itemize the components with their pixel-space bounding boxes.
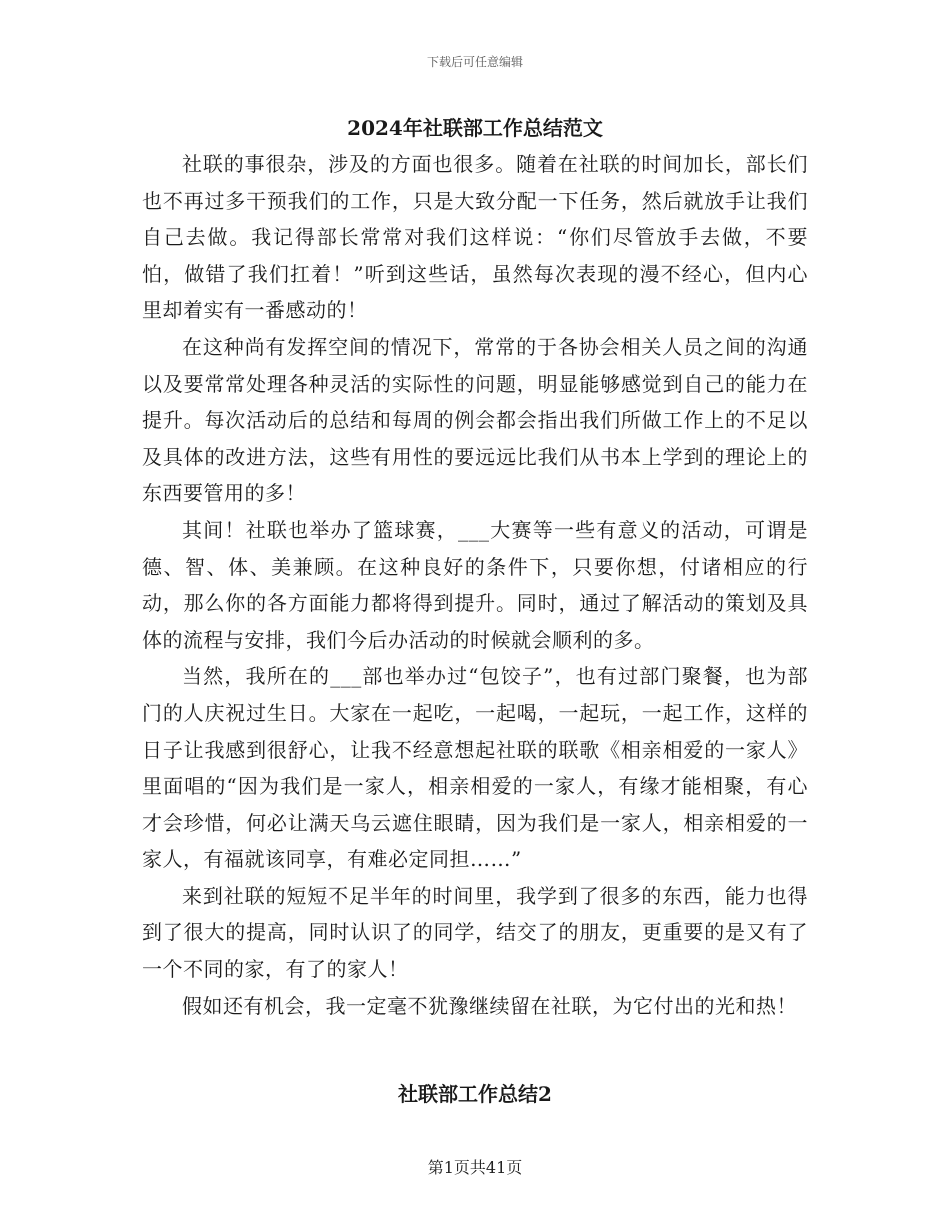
document-title: 2024年社联部工作总结范文 xyxy=(347,116,603,140)
header-note: 下载后可任意编辑 xyxy=(426,55,523,69)
section-title: 社联部工作总结2 xyxy=(398,1082,552,1106)
page-footer: 第1页共41页 xyxy=(427,1158,523,1177)
paragraph-6: 假如还有机会，我一定毫不犹豫继续留在社联，为它付出的光和热！ xyxy=(182,993,797,1018)
paragraph-1: 社联的事很杂，涉及的方面也很多。随着在社联的时间加长，部长们也不再过多干预我们的工作，只是大致分配一下任务，然后就放手让我们自己去做。我记得部长常常对我们这样说：“你们尽管放手去做，不要怕，做错了我们扛着！”听到这些话，虽然每次表现的漫不经心，但内心里却着实有一番感动的！ xyxy=(142,152,808,323)
document-body xyxy=(142,146,808,1024)
paragraph-4: 当然，我所在的___部也举办过“包饺子”，也有过部门聚餐，也为部门的人庆祝过生日。大家在一起吃，一起喝，一起玩，一起工作，这样的日子让我感到很舒心，让我不经意想起社联的联歌《相亲相爱的一家人》里面唱的“因为我们是一家人，相亲相爱的一家人，有缘才能相聚，有心才会珍惜，何必让满天乌云遮住眼睛，因为我们是一家人，相亲相爱的一家人，有福就该同享，有难必定同担……” xyxy=(142,664,808,872)
paragraph-2: 在这种尚有发挥空间的情况下，常常的于各协会相关人员之间的沟通以及要常常处理各种灵活的实际性的问题，明显能够感觉到自己的能力在提升。每次活动后的总结和每周的例会都会指出我们所做工作上的不足以及具体的改进方法，这些有用性的要远远比我们从书本上学到的理论上的东西要管用的多！ xyxy=(142,334,808,506)
paragraph-3: 其间！社联也举办了篮球赛，___大赛等一些有意义的活动，可谓是德、智、体、美兼顾。在这种良好的条件下，只要你想，付诸相应的行动，那么你的各方面能力都将得到提升。同时，通过了解活动的策划及具体的流程与安排，我们今后办活动的时候就会顺利的多。 xyxy=(142,517,808,652)
paragraph-5: 来到社联的短短不足半年的时间里，我学到了很多的东西，能力也得到了很大的提高，同时认识了的同学，结交了的朋友，更重要的是又有了一个不同的家，有了的家人！ xyxy=(142,883,808,982)
